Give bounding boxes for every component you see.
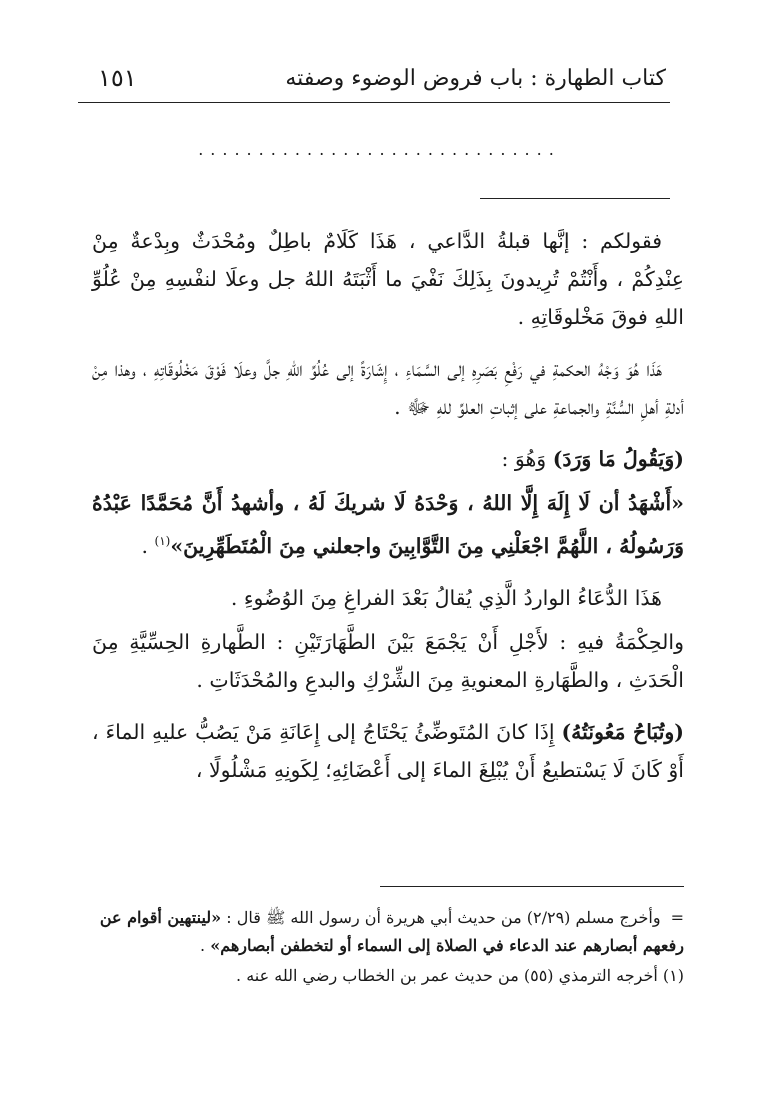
paragraph-3-text: وَهُوَ : (501, 447, 553, 471)
footnote-continuation-marker: = (670, 908, 684, 927)
footnote-1 (92, 962, 684, 990)
paragraph-3 (92, 440, 684, 478)
footnote-rule (380, 886, 684, 887)
footnote-continuation-text: وأخرج مسلم (٢/٢٩) من حديث أبي هريرة أن رسول الله ﷺ قال : (226, 908, 661, 927)
page-header (78, 62, 670, 103)
page-number: ١٥١ (98, 64, 137, 92)
main-text (92, 222, 684, 803)
paragraph-4-end: . (141, 533, 155, 558)
paragraph-7 (92, 713, 684, 789)
paragraph-6: والحِكْمَةُ فيهِ : لأَجْلِ أَنْ يَجْمَعَ بَيْنَ الطَّهَارَتَيْنِ : الطَّهارةِ الحِسِّيَّةِ مِنَ الْحَدَثِ ، والطَّهَارةِ المعنويةِ مِنَ الشِّرْكِ والبدعِ والمُحْدَثَاتِ . (92, 629, 684, 692)
dotted-separator: .............................. (198, 140, 561, 159)
paragraph-7-text: إِذَا كانَ المُتَوضِّئُ يَحْتَاجُ إلى إِعَانَةِ مَنْ يَصُبُّ عليهِ الماءَ ، أَوْ كَانَ لَا يَسْتطيعُ أَنْ يُبْلِغَ الماءَ إلى أَعْضَائِهِ؛ لِكَونِهِ مَشْلُولًا ، (92, 719, 684, 782)
paragraph-4 (92, 484, 684, 565)
footnote-continuation-quote: «لينتهين أقوام عن رفعهم أبصارهم عند الدعاء في الصلاة إلى السماء أو لتخطفن أبصارهم» (99, 908, 684, 955)
section-rule (480, 198, 670, 199)
paragraph-5: هَذَا الدُّعَاءُ الواردُ الَّذِي يُقالُ بَعْدَ الفراغِ مِنَ الوُضُوءِ . (230, 585, 662, 610)
paragraph-2: هَذَا هُوَ وَجْهُ الحكمةِ في رَفْعِ بَصَرِهِ إلى السَّمَاءِ ، إِشَارَةً إلى عُلُوِّ اللهِ جلَّ وعلَا فَوْقَ مَخْلُوقَاتِهِ ، وهذا مِنْ أدلةِ أهلِ السُّنَّةِ والجماعةِ على إثباتِ العلوِّ للهِ ﷻ . (92, 357, 684, 419)
running-title: كتاب الطهارة : باب فروض الوضوء وصفته (285, 66, 666, 91)
matn-quote-2: (وتُبَاحُ مَعُونَتُهُ) (561, 719, 684, 744)
dua-text: «أَشْهَدُ أن لَا إِلَهَ إِلَّا اللهُ ، وَحْدَهُ لَا شريكَ لَهُ ، وأشهدُ أَنَّ مُحَمَّدًا عَبْدُهُ وَرَسُولُهُ ، اللَّهُمَّ اجْعَلْنِي مِنَ التَّوَّابِينَ واجعلني مِنَ الْمُتَطَهِّرِينَ» (92, 491, 684, 558)
footnote-continuation (92, 904, 684, 960)
footnotes (92, 904, 684, 992)
footnote-ref-1[interactable]: (١) (154, 534, 171, 548)
paragraph-1: فقولكم : إنَّها قبلةُ الدَّاعي ، هَذَا كَلَامٌ باطِلٌ ومُحْدَثٌ وبِدْعةٌ مِنْ عِنْدِكُمْ ، وأَنْتُمْ تُرِيدونَ بِذَلِكَ نَفْيَ ما أَثْبَتَهُ اللهُ جل وعلَا لنفْسِهِ مِنْ عُلُوِّ اللهِ فوقَ مَخْلوقَاتِهِ . (92, 229, 684, 329)
matn-quote: (وَيَقُولُ مَا وَرَدَ) (552, 447, 684, 471)
footnote-continuation-end: . (200, 936, 211, 955)
footnote-1-text: أخرجه الترمذي (٥٥) من حديث عمر بن الخطاب رضي الله عنه . (236, 966, 658, 985)
footnote-1-marker: (١) (662, 966, 684, 985)
